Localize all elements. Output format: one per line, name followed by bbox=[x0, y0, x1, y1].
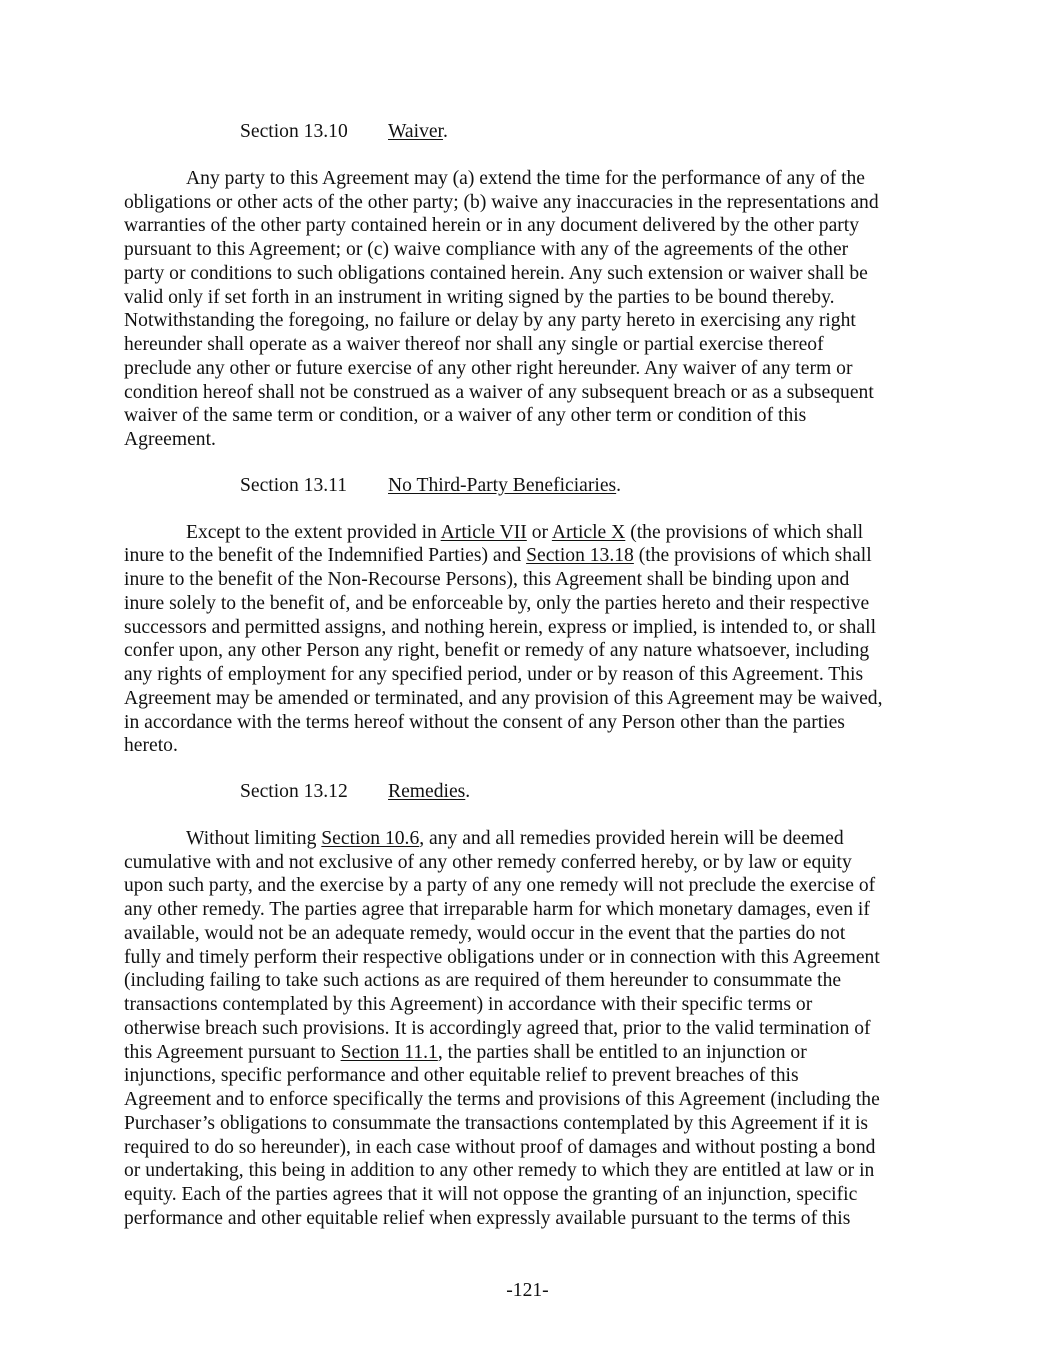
cross-reference-link[interactable]: Article VII bbox=[440, 521, 527, 543]
text-line: equity. Each of the parties agrees that it will not oppose the granting of an injunction, specific bbox=[124, 1184, 858, 1205]
cross-reference-link[interactable]: Article X bbox=[551, 521, 626, 543]
text-line: fully and timely perform their respective obligations under or in connection with this Agreement bbox=[124, 946, 880, 968]
text-line: otherwise breach such provisions. It is accordingly agreed that, prior to the valid termination of bbox=[124, 1017, 871, 1039]
section-heading-13-10: Section 13.10 Waiver. bbox=[240, 121, 448, 142]
text-line: inure to the benefit of the Non-Recourse Persons), this Agreement shall be binding upon and bbox=[124, 569, 850, 590]
cross-reference-link[interactable]: Section 11.1 bbox=[340, 1041, 438, 1063]
text-line: Except to the extent provided in Article VII or Article X (the provisions of which shall bbox=[186, 521, 864, 543]
document-page bbox=[124, 120, 934, 1231]
text-line: Any party to this Agreement may (a) extend the time for the performance of any of the bbox=[186, 167, 866, 189]
text-line: warranties of the other party contained herein or in any document delivered by the other party bbox=[124, 215, 860, 237]
text-line: confer upon, any other Person any right, benefit or remedy of any nature whatsoever, including bbox=[124, 640, 870, 662]
text-line: Purchaser’s obligations to consummate the transactions contemplated by this Agreement if it is bbox=[124, 1112, 869, 1134]
text-line: pursuant to this Agreement; or (c) waive compliance with any of the agreements of the other bbox=[124, 239, 849, 260]
text-line: (including failing to take such actions as are required of them hereunder to consummate the bbox=[124, 970, 842, 992]
section-body-13-11 bbox=[124, 521, 934, 759]
text-line: obligations or other acts of the other party; (b) waive any inaccuracies in the representations and bbox=[124, 191, 879, 213]
text-line: Agreement may be amended or terminated, and any provision of this Agreement may be waived, bbox=[124, 687, 883, 709]
text-line: Agreement and to enforce specifically the terms and provisions of this Agreement (including the bbox=[124, 1089, 880, 1110]
text-line: party or conditions to such obligations contained herein. Any such extension or waiver shall be bbox=[124, 262, 868, 284]
text-line: this Agreement pursuant to Section 11.1, the parties shall be entitled to an injunction or bbox=[124, 1041, 807, 1063]
text-line: Notwithstanding the foregoing, no failure or delay by any party hereto in exercising any right bbox=[124, 310, 856, 332]
section-title: Waiver bbox=[388, 121, 444, 142]
cross-reference-link[interactable]: Section 13.18 bbox=[526, 545, 634, 567]
text-line: waiver of the same term or condition, or a waiver of any other term or condition of this bbox=[124, 405, 807, 427]
text-line: successors and permitted assigns, and nothing herein, express or implied, is intended to, or shall bbox=[124, 616, 877, 638]
text-line: injunctions, specific performance and other equitable relief to prevent breaches of this bbox=[124, 1065, 799, 1087]
section-body-13-12 bbox=[124, 827, 934, 1231]
text-line: upon such party, and the exercise by a party of any one remedy will not preclude the exercise of bbox=[124, 875, 876, 897]
text-line: cumulative with and not exclusive of any other remedy conferred hereby, or by law or equity bbox=[124, 851, 852, 873]
section-body-13-10 bbox=[124, 167, 934, 452]
section-number: Section 13.11 bbox=[240, 474, 348, 496]
text-line: required to do so hereunder), in each case without proof of damages and without posting a bond bbox=[124, 1136, 876, 1158]
text-line: inure solely to the benefit of, and be enforceable by, only the parties hereto and their respective bbox=[124, 592, 870, 614]
section-heading-13-11: Section 13.11 No Third-Party Beneficiaries. bbox=[240, 474, 622, 496]
section-number: Section 13.12 bbox=[240, 781, 348, 802]
text-line: any other remedy. The parties agree that irreparable harm for which monetary damages, even if bbox=[124, 899, 870, 920]
text-line: valid only if set forth in an instrument in writing signed by the parties to be bound thereby. bbox=[124, 286, 835, 308]
page-number: -121- bbox=[506, 1280, 549, 1301]
text-line: or undertaking, this being in addition to any other remedy to which they are entitled at law or in bbox=[124, 1160, 875, 1182]
text-line: Without limiting Section 10.6, any and all remedies provided herein will be deemed bbox=[186, 827, 844, 849]
section-heading-13-12: Section 13.12 Remedies. bbox=[240, 781, 471, 802]
text-line: transactions contemplated by this Agreement) in accordance with their specific terms or bbox=[124, 994, 813, 1015]
section-title: No Third-Party Beneficiaries bbox=[388, 474, 617, 496]
text-line: hereunder shall operate as a waiver thereof nor shall any single or partial exercise thereof bbox=[124, 334, 824, 355]
text-line: performance and other equitable relief when expressly available pursuant to the terms of this bbox=[124, 1207, 851, 1229]
text-line: Agreement. bbox=[124, 429, 216, 450]
text-line: hereto. bbox=[124, 735, 178, 757]
section-number: Section 13.10 bbox=[240, 121, 348, 142]
text-line: in accordance with the terms hereof without the consent of any Person other than the parties bbox=[124, 711, 845, 733]
text-line: inure to the benefit of the Indemnified Parties) and Section 13.18 (the provisions of which shall bbox=[124, 545, 872, 567]
text-line: condition hereof shall not be construed as a waiver of any subsequent breach or as a subsequent bbox=[124, 381, 874, 403]
text-line: preclude any other or future exercise of any other right hereunder. Any waiver of any term or bbox=[124, 357, 853, 379]
text-line: any rights of employment for any specified period, under or by reason of this Agreement. This bbox=[124, 664, 864, 685]
cross-reference-link[interactable]: Section 10.6 bbox=[321, 827, 420, 849]
section-title: Remedies bbox=[388, 781, 466, 802]
text-line: available, would not be an adequate remedy, would occur in the event that the parties do not bbox=[124, 922, 846, 944]
